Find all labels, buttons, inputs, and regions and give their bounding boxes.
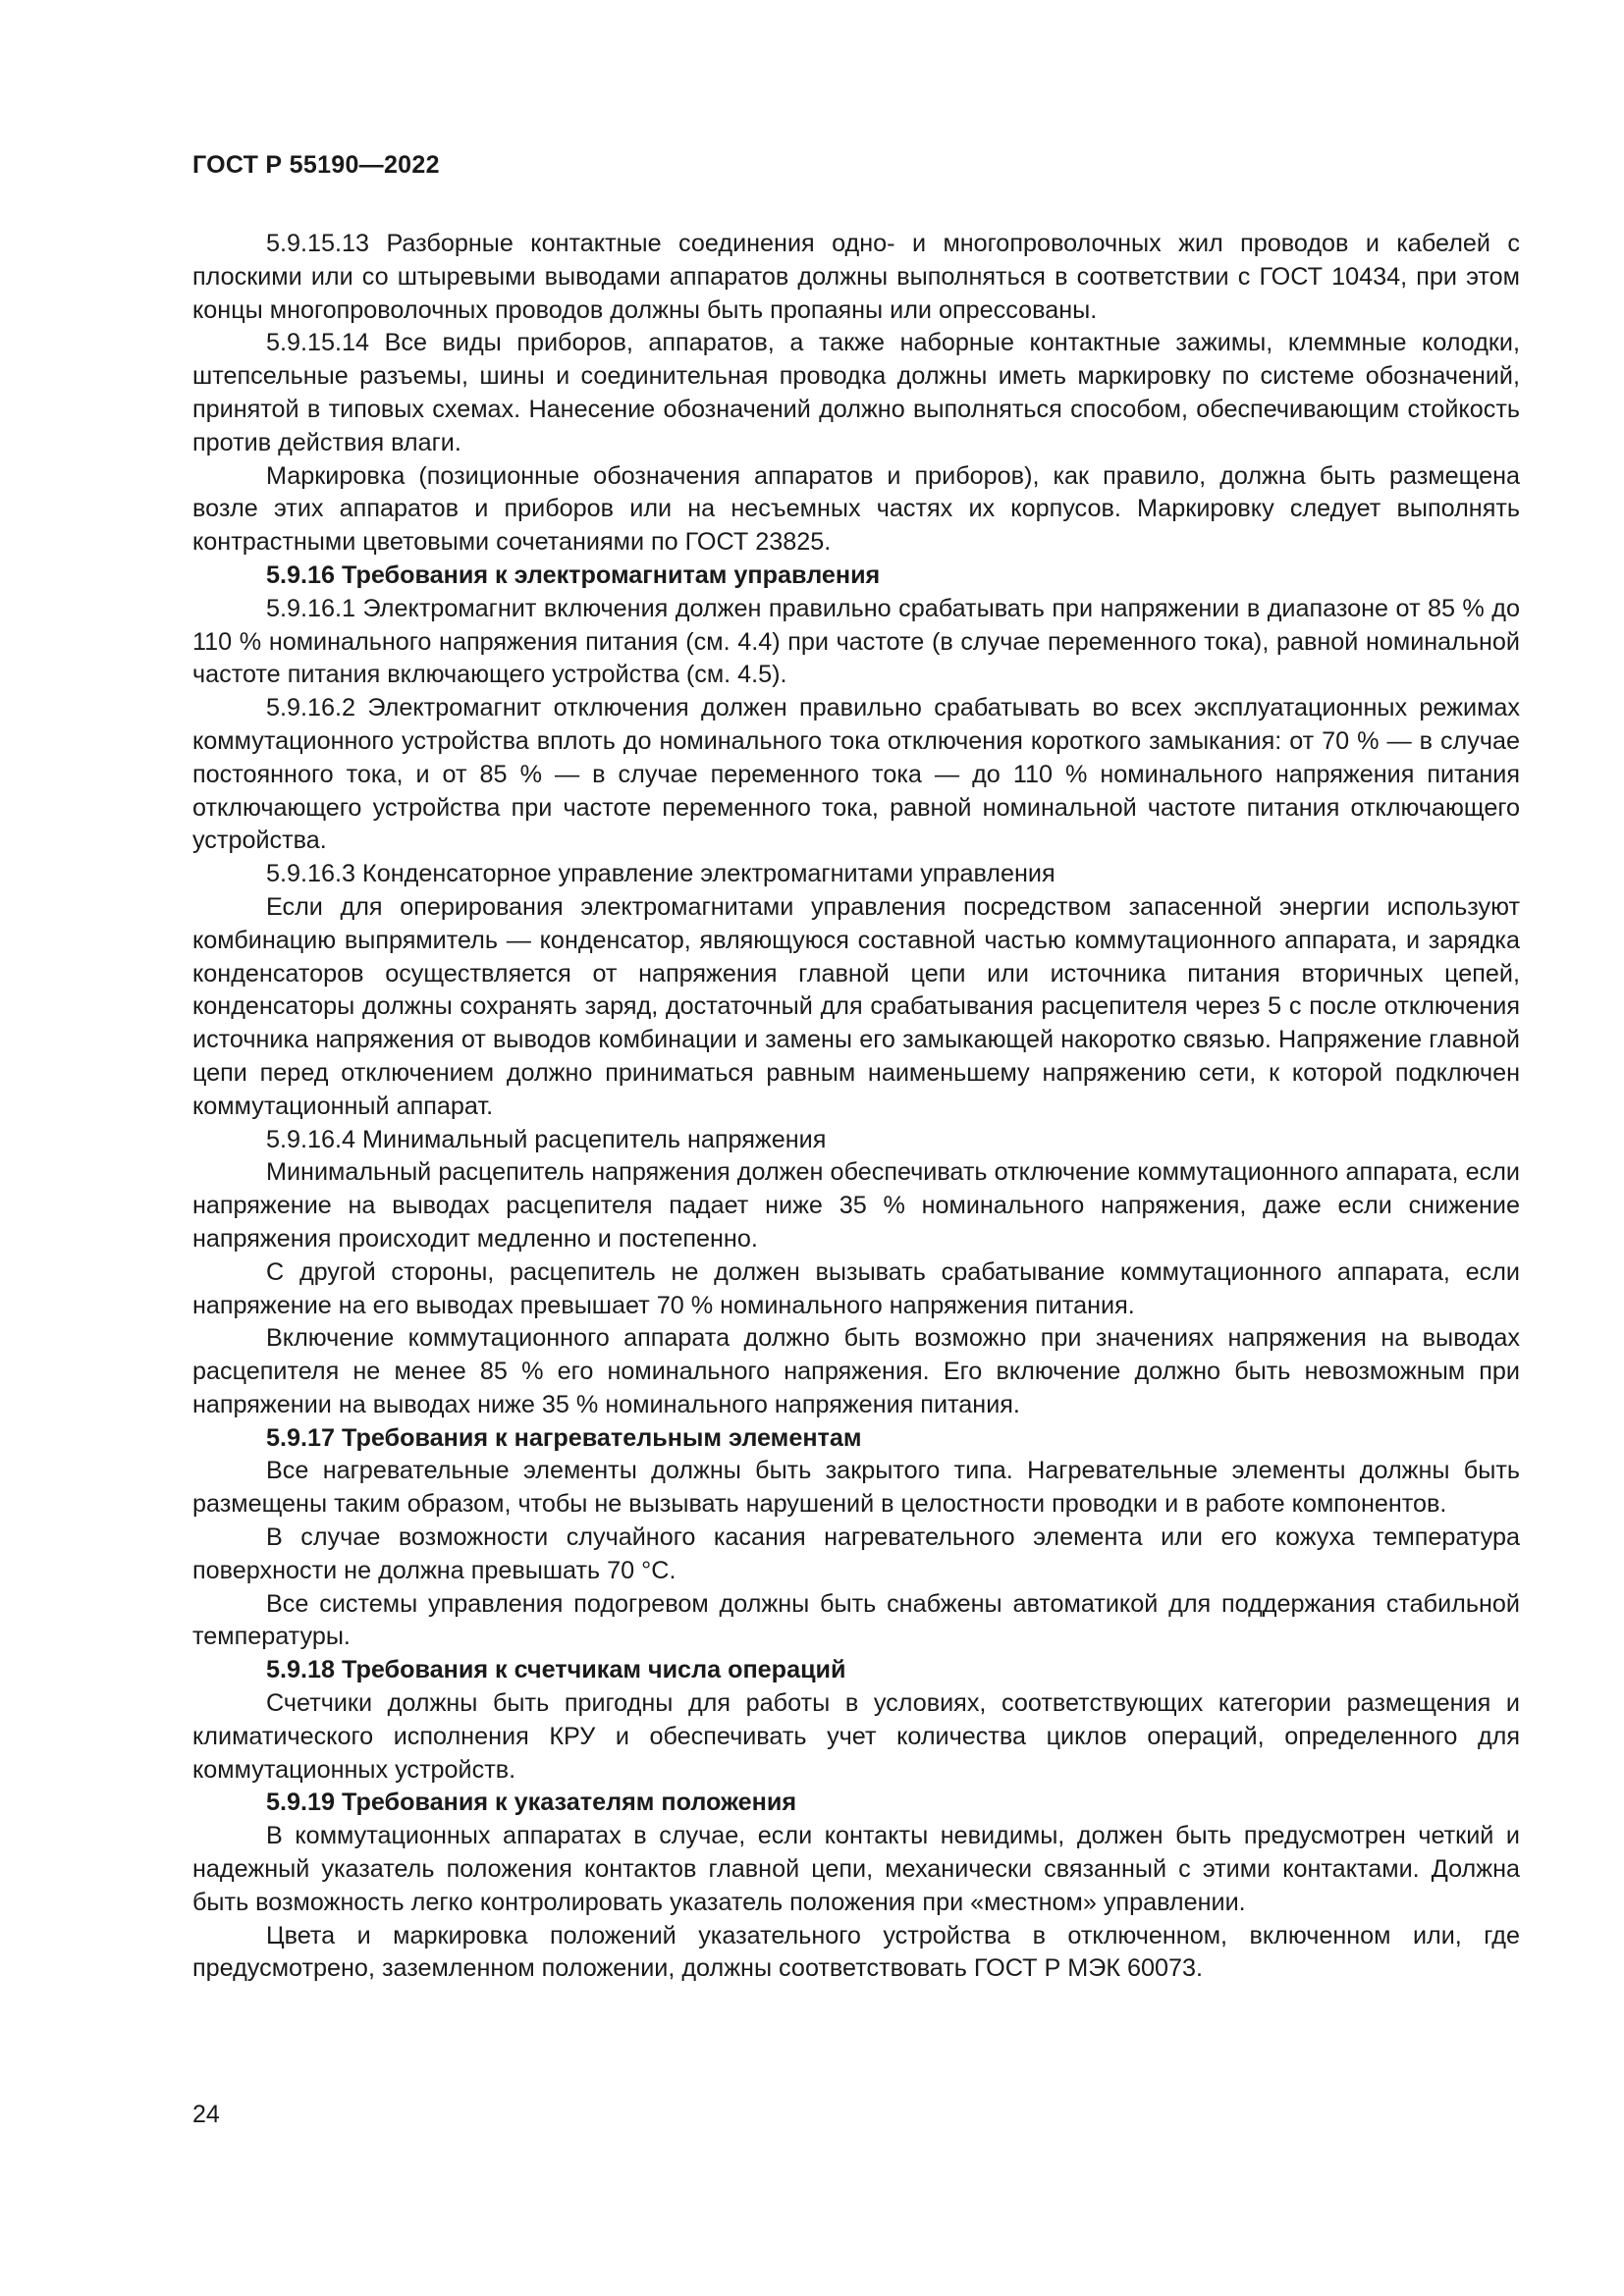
paragraph: 5.9.16.4 Минимальный расцепитель напряжения	[266, 1125, 827, 1153]
section-heading: 5.9.18 Требования к счетчикам числа операций	[266, 1656, 846, 1684]
paragraph: В случае возможности случайного касания нагревательного элемента или его кожуха температура поверхности не должна превышать 70 °С.	[192, 1523, 1520, 1584]
paragraph: 5.9.15.13 Разборные контактные соединения одно- и многопроволочных жил проводов и кабелей с плоскими или со штыревыми выводами аппаратов должны выполняться в соответствии с ГОСТ 10434, при этом концы многопроволочных проводов должны быть пропаяны или опрессованы.	[192, 230, 1520, 324]
paragraph: Все нагревательные элементы должны быть закрытого типа. Нагревательные элементы должны быть размещены таким образом, чтобы не вызывать нарушений в целостности проводки и в работе компонентов.	[192, 1457, 1520, 1519]
paragraph: Если для оперирования электромагнитами управления посредством запасенной энергии используют комбинацию выпрямитель — конденсатор, являющуюся составной частью коммутационного аппарата, и зарядка конденсаторов осуществляется от напряжения главной цепи или источника питания вторичных цепей, конденсаторы должны сохранять заряд, достаточный для срабатывания расцепителя через 5 с после отключения источника напряжения от выводов комбинации и замены его замыкающей накоротко связью. Напряжение главной цепи перед отключением должно приниматься равным наименьшему напряжению сети, к которой подключен коммутационный аппарат.	[192, 892, 1520, 1120]
paragraph: В коммутационных аппаратах в случае, если контакты невидимы, должен быть предусмотрен четкий и надежный указатель положения контактов главной цепи, механически связанный с этими контактами. Должна быть возможность легко контролировать указатель положения при «местном» управлении.	[192, 1822, 1520, 1916]
section-heading: 5.9.19 Требования к указателям положения	[266, 1789, 797, 1817]
paragraph: 5.9.16.1 Электромагнит включения должен правильно срабатывать при напряжении в диапазоне от 85 % до 110 % номинального напряжения питания (см. 4.4) при частоте (в случае переменного тока), равной номинальной частоте питания включающего устройства (см. 4.5).	[192, 594, 1520, 689]
section-heading: 5.9.17 Требования к нагревательным элементам	[266, 1423, 862, 1452]
document-body	[192, 228, 1520, 1986]
paragraph: С другой стороны, расцепитель не должен вызывать срабатывание коммутационного аппарата, если напряжение на его выводах превышает 70 % номинального напряжения питания.	[192, 1257, 1520, 1319]
section-heading: 5.9.16 Требования к электромагнитам управления	[266, 561, 881, 589]
page-number: 24	[192, 2101, 220, 2128]
paragraph: Минимальный расцепитель напряжения должен обеспечивать отключение коммутационного аппарата, если напряжение на выводах расцепителя падает ниже 35 % номинального напряжения, даже если снижение напряжения происходит медленно и постепенно.	[192, 1158, 1520, 1253]
paragraph: Цвета и маркировка положений указательного устройства в отключенном, включенном или, где предусмотрено, заземленном положении, должны соответствовать ГОСТ Р МЭК 60073.	[192, 1921, 1520, 1983]
paragraph: Счетчики должны быть пригодны для работы в условиях, соответствующих категории размещения и климатического исполнения КРУ и обеспечивать учет количества циклов операций, определенного для коммутационных устройств.	[192, 1689, 1520, 1784]
paragraph: 5.9.16.2 Электромагнит отключения должен правильно срабатывать во всех эксплуатационных режимах коммутационного устройства вплоть до номинального тока отключения короткого замыкания: от 70 % — в случае постоянного тока, и от 85 % — в случае переменного тока — до 110 % номинального напряжения питания отключающего устройства при частоте переменного тока, равной номинальной частоте питания отключающего устройства.	[192, 694, 1520, 855]
paragraph: 5.9.16.3 Конденсаторное управление электромагнитами управления	[266, 860, 1056, 888]
paragraph: 5.9.15.14 Все виды приборов, аппаратов, а также наборные контактные зажимы, клеммные колодки, штепсельные разъемы, шины и соединительная проводка должны иметь маркировку по системе обозначений, принятой в типовых схемах. Нанесение обозначений должно выполняться способом, обеспечивающим стойкость против действия влаги.	[192, 329, 1520, 456]
paragraph: Все системы управления подогревом должны быть снабжены автоматикой для поддержания стабильной температуры.	[192, 1589, 1520, 1651]
document-header: ГОСТ Р 55190—2022	[192, 151, 440, 179]
paragraph: Включение коммутационного аппарата должно быть возможно при значениях напряжения на выводах расцепителя не менее 85 % его номинального напряжения. Его включение должно быть невозможным при напряжении на выводах ниже 35 % номинального напряжения питания.	[192, 1324, 1520, 1418]
paragraph: Маркировка (позиционные обозначения аппаратов и приборов), как правило, должна быть размещена возле этих аппаратов и приборов или на несъемных частях их корпусов. Маркировку следует выполнять контрастными цветовыми сочетаниями по ГОСТ 23825.	[192, 461, 1520, 557]
